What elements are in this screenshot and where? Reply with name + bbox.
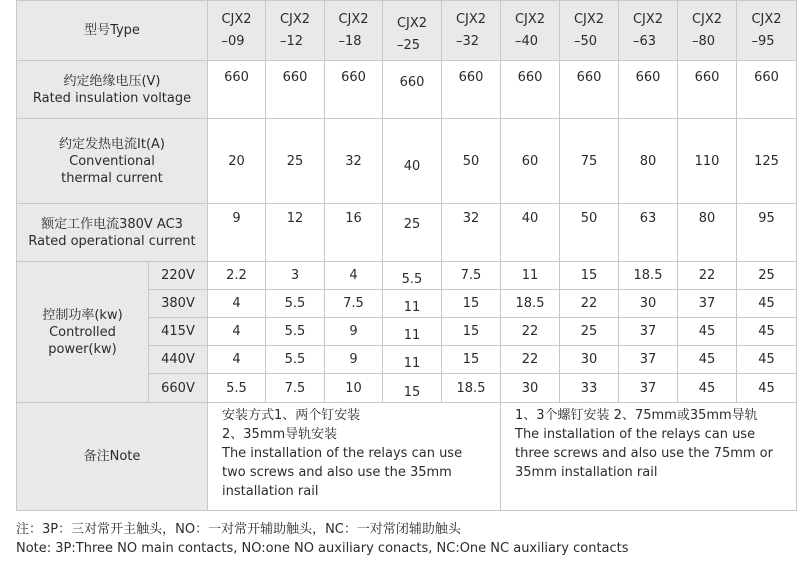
value-cell: 80 <box>619 119 678 204</box>
footnote-en: Note: 3P:Three NO main contacts, NO:one NO auxiliary conacts, NC:One NC auxiliary contacts <box>16 541 629 556</box>
voltage-cell: 440V <box>149 346 208 374</box>
value-cell: 110 <box>678 119 737 204</box>
value-cell: 32 <box>442 204 501 262</box>
value-cell: 660 <box>619 61 678 119</box>
value-cell: 60 <box>501 119 560 204</box>
value-cell: 18.5 <box>619 262 678 290</box>
value-cell: 15 <box>442 346 501 374</box>
value-cell: 30 <box>619 290 678 318</box>
value-cell: 5.5 <box>208 374 266 403</box>
footnote <box>16 520 629 558</box>
voltage-cell: 220V <box>149 262 208 290</box>
value-cell: 4 <box>208 290 266 318</box>
insulation-row <box>17 61 797 119</box>
value-cell: 32 <box>325 119 383 204</box>
value-cell: 40 <box>501 204 560 262</box>
thermal-label: 约定发热电流It(A) Conventional thermal current <box>17 119 208 204</box>
model-header: CJX2 –09 <box>208 1 266 61</box>
value-cell: 7.5 <box>266 374 325 403</box>
value-cell: 5.5 <box>266 290 325 318</box>
value-cell: 660 <box>266 61 325 119</box>
value-cell: 11 <box>383 346 442 374</box>
insulation-label: 约定绝缘电压(V) Rated insulation voltage <box>17 61 208 119</box>
remarks-row <box>17 403 797 511</box>
voltage-cell: 415V <box>149 318 208 346</box>
value-cell: 50 <box>560 204 619 262</box>
model-header: CJX2 –50 <box>560 1 619 61</box>
value-cell: 9 <box>208 204 266 262</box>
value-cell: 4 <box>325 262 383 290</box>
model-header: CJX2 –18 <box>325 1 383 61</box>
model-header: CJX2 –40 <box>501 1 560 61</box>
value-cell: 2.2 <box>208 262 266 290</box>
value-cell: 37 <box>619 318 678 346</box>
value-cell: 660 <box>208 61 266 119</box>
value-cell: 660 <box>442 61 501 119</box>
value-cell: 3 <box>266 262 325 290</box>
value-cell: 50 <box>442 119 501 204</box>
value-cell: 95 <box>737 204 797 262</box>
value-cell: 20 <box>208 119 266 204</box>
model-header: CJX2 –80 <box>678 1 737 61</box>
value-cell: 45 <box>678 346 737 374</box>
value-cell: 18.5 <box>501 290 560 318</box>
model-header: CJX2 –32 <box>442 1 501 61</box>
value-cell: 33 <box>560 374 619 403</box>
value-cell: 9 <box>325 346 383 374</box>
value-cell: 25 <box>560 318 619 346</box>
value-cell: 22 <box>678 262 737 290</box>
value-cell: 11 <box>501 262 560 290</box>
type-header-cell: 型号Type <box>17 1 208 61</box>
voltage-cell: 380V <box>149 290 208 318</box>
value-cell: 40 <box>383 119 442 204</box>
value-cell: 7.5 <box>325 290 383 318</box>
spec-table <box>16 0 797 511</box>
value-cell: 22 <box>501 318 560 346</box>
value-cell: 660 <box>325 61 383 119</box>
value-cell: 7.5 <box>442 262 501 290</box>
model-header: CJX2 –95 <box>737 1 797 61</box>
remarks-left: 安装方式1、两个钉安装 2、35mm导轨安装 The installation of the relays can use two screws and also use the 35mm installation rail <box>208 403 501 511</box>
operational-row <box>17 204 797 262</box>
value-cell: 11 <box>383 318 442 346</box>
value-cell: 15 <box>383 374 442 403</box>
value-cell: 45 <box>678 374 737 403</box>
value-cell: 45 <box>737 290 797 318</box>
footnote-zh: 注：3P：三对常开主触头，NO：一对常开辅助触头，NC：一对常闭辅助触头 <box>16 522 461 537</box>
value-cell: 25 <box>737 262 797 290</box>
value-cell: 37 <box>619 346 678 374</box>
voltage-cell: 660V <box>149 374 208 403</box>
value-cell: 45 <box>737 346 797 374</box>
value-cell: 25 <box>266 119 325 204</box>
thermal-row <box>17 119 797 204</box>
model-header: CJX2 –12 <box>266 1 325 61</box>
value-cell: 45 <box>737 318 797 346</box>
value-cell: 22 <box>560 290 619 318</box>
value-cell: 30 <box>501 374 560 403</box>
value-cell: 660 <box>737 61 797 119</box>
power-row <box>17 262 797 290</box>
header-row <box>17 1 797 61</box>
value-cell: 11 <box>383 290 442 318</box>
value-cell: 18.5 <box>442 374 501 403</box>
value-cell: 12 <box>266 204 325 262</box>
power-label: 控制功率(kw) Controlled power(kw) <box>17 262 149 403</box>
value-cell: 660 <box>678 61 737 119</box>
value-cell: 63 <box>619 204 678 262</box>
value-cell: 9 <box>325 318 383 346</box>
value-cell: 5.5 <box>266 346 325 374</box>
value-cell: 15 <box>442 290 501 318</box>
value-cell: 5.5 <box>266 318 325 346</box>
value-cell: 15 <box>442 318 501 346</box>
value-cell: 30 <box>560 346 619 374</box>
model-header: CJX2 –25 <box>383 1 442 61</box>
value-cell: 15 <box>560 262 619 290</box>
remarks-label: 备注Note <box>17 403 208 511</box>
operational-label: 额定工作电流380V AC3 Rated operational current <box>17 204 208 262</box>
value-cell: 16 <box>325 204 383 262</box>
value-cell: 5.5 <box>383 262 442 290</box>
value-cell: 10 <box>325 374 383 403</box>
value-cell: 4 <box>208 346 266 374</box>
value-cell: 80 <box>678 204 737 262</box>
value-cell: 45 <box>737 374 797 403</box>
value-cell: 660 <box>560 61 619 119</box>
value-cell: 660 <box>383 61 442 119</box>
value-cell: 25 <box>383 204 442 262</box>
value-cell: 45 <box>678 318 737 346</box>
value-cell: 37 <box>678 290 737 318</box>
remarks-right: 1、3个螺钉安装 2、75mm或35mm导轨 The installation of the relays can use three screws and also use the 75mm or 35mm installation rail <box>501 403 797 511</box>
value-cell: 75 <box>560 119 619 204</box>
value-cell: 4 <box>208 318 266 346</box>
value-cell: 125 <box>737 119 797 204</box>
model-header: CJX2 –63 <box>619 1 678 61</box>
value-cell: 22 <box>501 346 560 374</box>
value-cell: 660 <box>501 61 560 119</box>
value-cell: 37 <box>619 374 678 403</box>
